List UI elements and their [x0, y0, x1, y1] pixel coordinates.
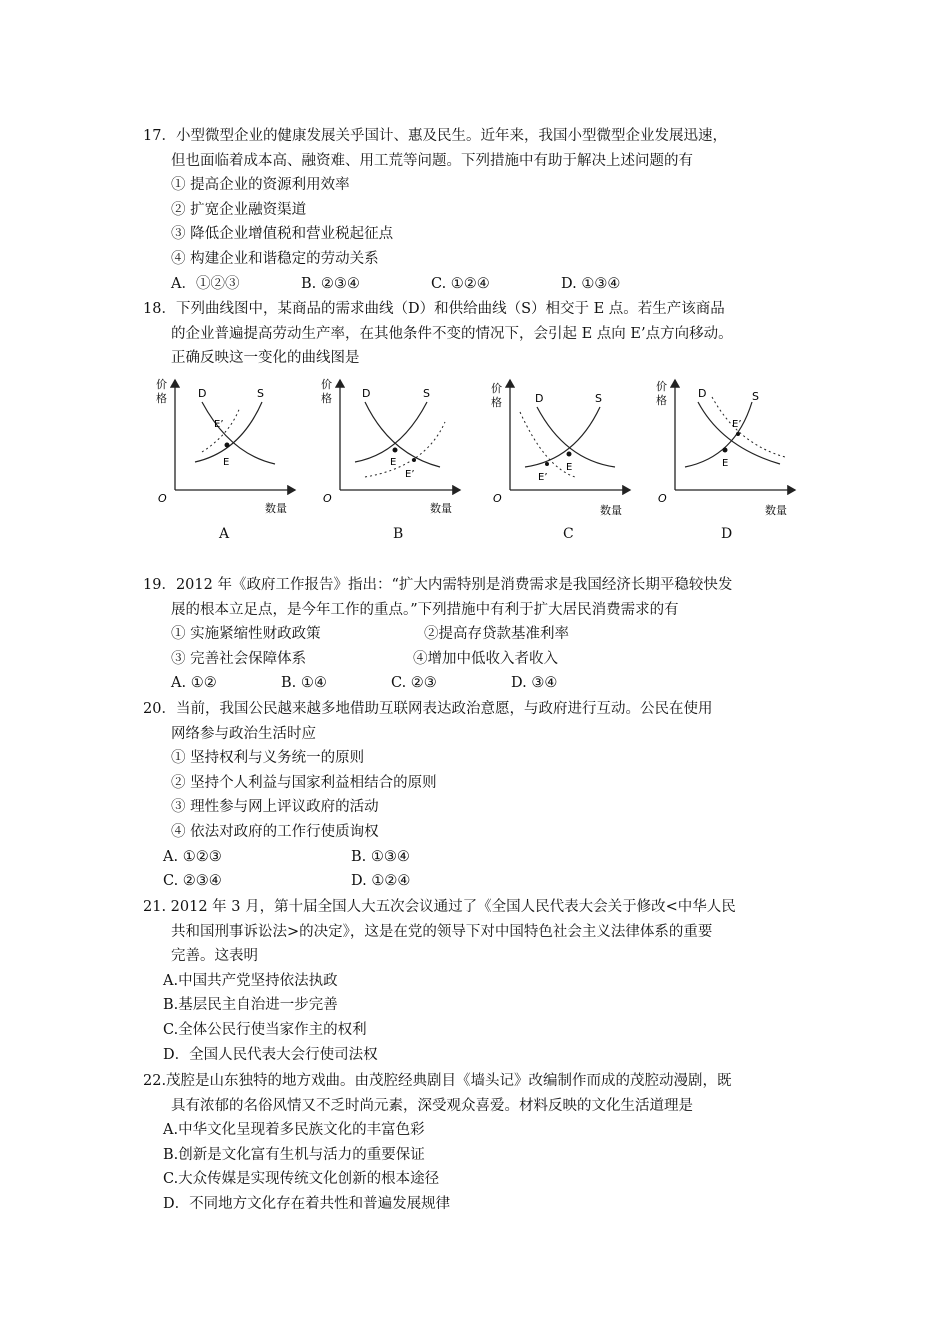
question-19 [143, 573, 813, 696]
q17-answer-b: B. ②③④ [301, 275, 360, 292]
graph-d [656, 380, 795, 517]
q19-answers [143, 671, 813, 696]
q21-answer-c: C.全体公民行使当家作主的权利 [163, 1021, 367, 1038]
q20-stem-line-2: 网络参与政治生活时应 [171, 725, 316, 742]
question-18 [143, 297, 813, 371]
q20-option-1: ① 坚持权利与义务统一的原则 [171, 750, 365, 767]
q17-option-1: ① 提高企业的资源利用效率 [171, 177, 350, 194]
q21-answer-b: B.基层民主自治进一步完善 [163, 997, 338, 1014]
q20-stem-line-1: 20．当前，我国公民越来越多地借助互联网表达政治意愿，与政府进行互动。公民在使用 [143, 701, 713, 717]
question-22 [143, 1069, 813, 1217]
q17-answer-d: D. ①③④ [561, 275, 621, 292]
graph-c-point-e [567, 452, 572, 457]
graph-a-price-2: 格 [156, 392, 167, 405]
graph-b-origin: O [323, 492, 332, 505]
graph-d-origin: O [658, 492, 667, 505]
graph-c-point-e-prime [545, 462, 549, 466]
q19-answer-b: B. ①④ [281, 675, 327, 692]
graph-b-demand-curve [365, 402, 440, 467]
graph-a-supply-curve [195, 402, 262, 462]
graph-c-quantity: 数量 [600, 504, 622, 517]
q20-answers-row-2 [143, 869, 813, 894]
graph-a-label-s: S [257, 387, 264, 400]
q20-answers-row-1 [143, 845, 813, 870]
q19-option-2: ②提高存贷款基准利率 [424, 626, 569, 643]
q17-option-4: ④ 构建企业和谐稳定的劳动关系 [171, 250, 379, 267]
q21-stem-line-1: 21. 2012 年 3 月，第十届全国人大五次会议通过了《全国人民代表大会关于修改<中华人民 [143, 899, 736, 915]
graph-b-label-e-prime: E’ [405, 469, 415, 480]
graph-c-price-1: 价 [491, 382, 502, 395]
graph-d-label-s: S [752, 390, 759, 403]
q19-answer-c: C. ②③ [391, 675, 437, 692]
graph-a [156, 378, 295, 515]
graph-c-label-e-prime: E’ [538, 472, 548, 483]
q22-answer-d: D．不同地方文化存在着共性和普遍发展规律 [163, 1195, 451, 1212]
graph-b-quantity: 数量 [430, 502, 452, 515]
graph-b [321, 378, 460, 515]
graph-d-price-1: 价 [656, 380, 667, 393]
graph-a-label-e-prime: E’ [214, 419, 224, 430]
q18-stem-line-3: 正确反映这一变化的曲线图是 [171, 350, 360, 367]
q22-answer-b: B.创新是文化富有生机与活力的重要保证 [163, 1146, 425, 1163]
graph-c-demand-curve [537, 407, 615, 467]
q18-stem-line-2: 的企业普遍提高劳动生产率，在其他条件不变的情况下，会引起 E 点向 E’点方向移动。 [171, 325, 733, 342]
graph-label-a: A [219, 526, 230, 542]
q20-option-2: ② 坚持个人利益与国家利益相结合的原则 [171, 774, 437, 791]
q21-stem-line-2: 共和国刑事诉讼法>的决定》，这是在党的领导下对中国特色社会主义法律体系的重要 [171, 923, 713, 940]
graph-d-point-e-prime [736, 432, 740, 436]
question-20 [143, 697, 813, 894]
q19-option-3: ③ 完善社会保障体系 [171, 650, 307, 667]
graph-d-shifted-curve [712, 397, 785, 457]
graph-a-quantity: 数量 [265, 502, 287, 515]
graph-b-point-e [393, 448, 398, 453]
q20-option-4: ④ 依法对政府的工作行使质询权 [171, 823, 379, 840]
q22-stem-line-1: 22.茂腔是山东独特的地方戏曲。由茂腔经典剧目《墙头记》改编制作而成的茂腔动漫剧，既 [143, 1073, 732, 1089]
graph-d-label-d: D [698, 387, 707, 400]
q17-answer-c: C. ①②④ [431, 275, 490, 292]
graph-d-label-e: E [722, 458, 729, 469]
q17-option-3: ③ 降低企业增值税和营业税起征点 [171, 226, 394, 243]
q19-options-row-1 [143, 622, 813, 647]
graph-b-label-s: S [423, 387, 430, 400]
q22-answer-c: C.大众传媒是实现传统文化创新的根本途径 [163, 1171, 440, 1188]
q17-option-2: ② 扩宽企业融资渠道 [171, 201, 307, 218]
graph-a-label-d: D [198, 387, 207, 400]
graph-d-supply-curve [685, 402, 752, 467]
graph-b-supply-curve [355, 402, 427, 462]
q18-stem-line-1: 18．下列曲线图中，某商品的需求曲线（D）和供给曲线（S）相交于 E 点。若生产该商品 [143, 301, 725, 317]
q20-answer-b: B. ①③④ [351, 848, 410, 865]
question-17 [143, 124, 813, 296]
q17-stem-line-1: 17．小型微型企业的健康发展关乎国计、惠及民生。近年来，我国小型微型企业发展迅速， [143, 128, 727, 144]
graph-b-label-e: E [390, 457, 397, 468]
graph-label-d: D [721, 526, 733, 542]
graph-c-label-e: E [566, 462, 573, 473]
q19-option-4: ④增加中低收入者收入 [413, 650, 558, 667]
graph-c-origin: O [493, 492, 502, 505]
q21-answer-d: D．全国人民代表大会行使司法权 [163, 1046, 378, 1063]
graph-c-label-s: S [595, 392, 602, 405]
graph-a-price-1: 价 [156, 378, 167, 391]
q20-answer-d: D. ①②④ [351, 873, 411, 890]
graph-a-label-e: E [223, 457, 230, 468]
q19-stem-line-2: 展的根本立足点，是今年工作的重点。”下列措施中有利于扩大居民消费需求的有 [171, 601, 679, 618]
graph-c-supply-curve [525, 407, 600, 467]
graph-b-label-d: D [362, 387, 371, 400]
q17-stem-line-2: 但也面临着成本高、融资难、用工荒等问题。下列措施中有助于解决上述问题的有 [171, 152, 693, 169]
q21-answer-a: A.中国共产党坚持依法执政 [163, 972, 338, 989]
q19-answer-a: A. ①② [171, 675, 217, 692]
q20-answer-c: C. ②③④ [163, 873, 222, 890]
question-21 [143, 895, 813, 1067]
q19-answer-d: D. ③④ [511, 675, 558, 692]
graph-label-b: B [393, 526, 404, 542]
graph-d-price-2: 格 [656, 394, 667, 407]
graph-c [491, 380, 630, 517]
q22-answer-a: A.中华文化呈现着多民族文化的丰富色彩 [163, 1122, 425, 1139]
graph-c-label-d: D [535, 392, 544, 405]
graph-d-quantity: 数量 [765, 504, 787, 517]
q17-answer-a: A．①②③ [171, 275, 240, 292]
q19-stem-line-1: 19．2012 年《政府工作报告》指出：“扩大内需特别是消费需求是我国经济长期平稳较快发 [143, 577, 733, 593]
q22-stem-line-2: 具有浓郁的名俗风情又不乏时尚元素，深受观众喜爱。材料反映的文化生活道理是 [171, 1097, 693, 1114]
q21-stem-line-3: 完善。这表明 [171, 948, 258, 965]
graph-d-point-e [723, 448, 728, 453]
q20-option-3: ③ 理性参与网上评议政府的活动 [171, 799, 379, 816]
graph-a-point-e [225, 443, 230, 448]
q19-options-row-2 [143, 647, 813, 672]
graph-b-point-e-prime [412, 458, 416, 462]
q17-answers [143, 272, 813, 297]
graph-a-origin: O [158, 492, 167, 505]
q20-answer-a: A. ①②③ [163, 848, 222, 865]
graph-b-price-1: 价 [321, 378, 332, 391]
graph-label-c: C [563, 526, 574, 542]
q19-option-1: ① 实施紧缩性财政政策 [171, 626, 321, 643]
graph-c-price-2: 格 [491, 396, 502, 409]
graph-d-label-e-prime: E’ [732, 419, 742, 430]
graph-b-price-2: 格 [321, 392, 332, 405]
q18-graphs [140, 372, 820, 532]
